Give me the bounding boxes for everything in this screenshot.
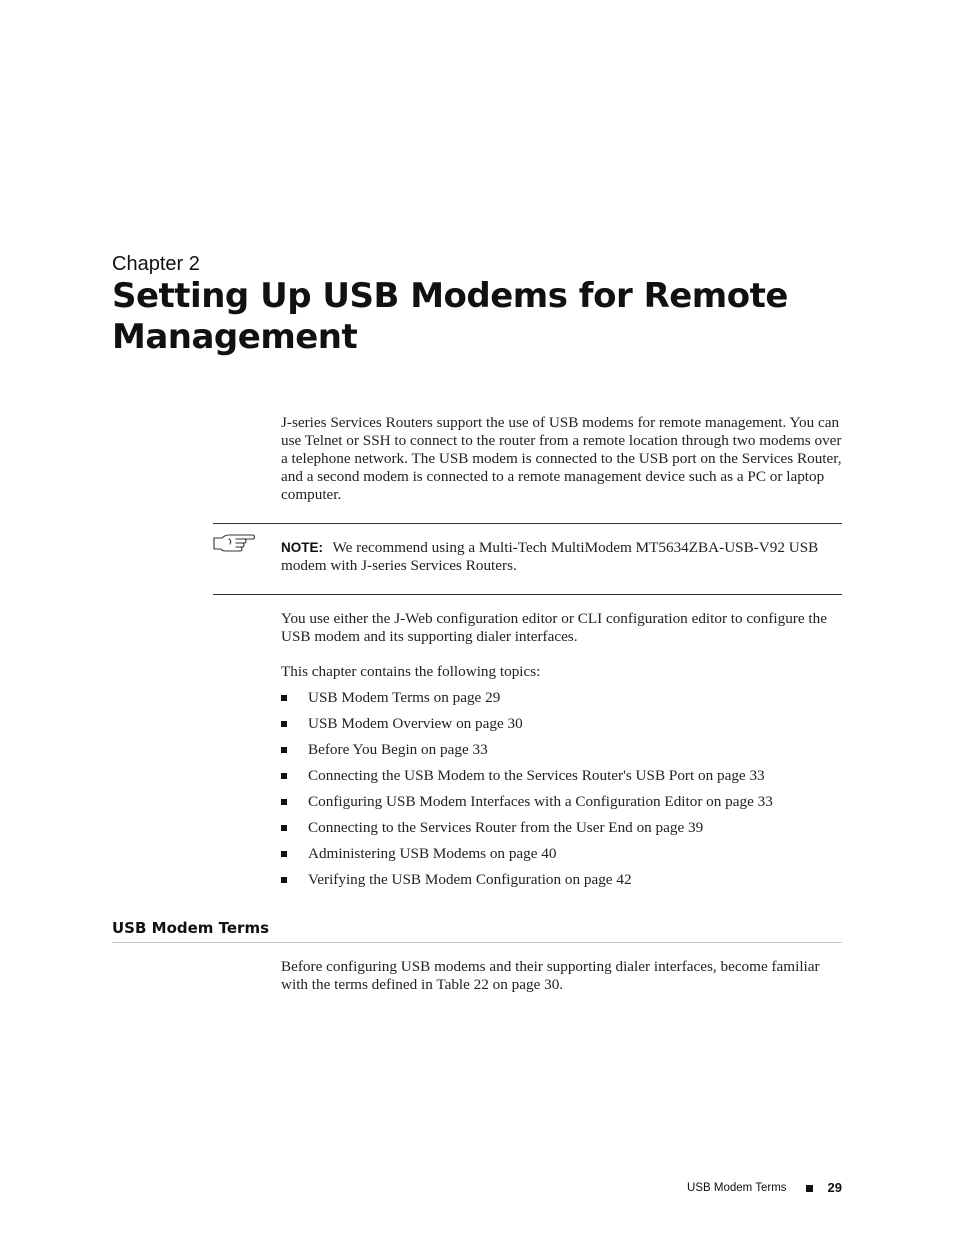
list-item[interactable] (281, 845, 847, 871)
bullet-icon (281, 851, 287, 857)
footer-section-title: USB Modem Terms (687, 1182, 787, 1194)
note-top-rule (213, 523, 842, 524)
topic-link[interactable]: USB Modem Overview on page 30 (308, 715, 523, 732)
topic-link[interactable]: Configuring USB Modem Interfaces with a Configuration Editor on page 33 (308, 793, 773, 810)
topics-intro: This chapter contains the following topics: (281, 663, 541, 680)
list-item[interactable] (281, 793, 847, 819)
bullet-icon (281, 721, 287, 727)
note-text: We recommend using a Multi-Tech MultiModem MT5634ZBA-USB-V92 USB modem with J-series Services Routers. (281, 539, 819, 574)
page-number: 29 (827, 1180, 842, 1195)
topic-link[interactable]: Connecting to the Services Router from the User End on page 39 (308, 819, 704, 836)
topic-link[interactable]: Verifying the USB Modem Configuration on page 42 (308, 871, 632, 888)
topic-link[interactable]: USB Modem Terms on page 29 (308, 689, 501, 706)
bullet-icon (281, 877, 287, 883)
topic-link[interactable]: Connecting the USB Modem to the Services Router's USB Port on page 33 (308, 767, 765, 784)
section-paragraph: Before configuring USB modems and their supporting dialer interfaces, become familiar with the terms defined in Table 22 on page 30. (281, 958, 820, 993)
list-item[interactable] (281, 819, 847, 845)
list-item[interactable] (281, 715, 847, 741)
bullet-icon (281, 695, 287, 701)
list-item[interactable] (281, 871, 847, 897)
page-footer (687, 1180, 842, 1196)
note (281, 539, 847, 575)
note-bottom-rule (213, 594, 842, 595)
list-item[interactable] (281, 689, 847, 715)
section-heading: USB Modem Terms (112, 919, 270, 937)
topic-link[interactable]: Before You Begin on page 33 (308, 741, 488, 758)
list-item[interactable] (281, 741, 847, 767)
pointing-hand-icon (212, 532, 256, 554)
bullet-icon (281, 825, 287, 831)
chapter-label: Chapter 2 (112, 253, 200, 275)
bullet-icon (281, 799, 287, 805)
footer-bullet-icon (806, 1185, 813, 1192)
topic-list (281, 689, 847, 897)
list-item[interactable] (281, 767, 847, 793)
bullet-icon (281, 773, 287, 779)
config-paragraph: You use either the J-Web configuration editor or CLI configuration editor to configure the USB modem and its supporting dialer interfaces. (281, 610, 827, 645)
topic-link[interactable]: Administering USB Modems on page 40 (308, 845, 557, 862)
intro-paragraph: J-series Services Routers support the use of USB modems for remote management. You can use Telnet or SSH to connect to the router from a remote location through two modems over a telephone network. The USB modem is connected to the USB port on the Services Router, and a second modem is connected to a remote management device such as a PC or laptop computer. (281, 414, 842, 503)
chapter-title: Setting Up USB Modems for Remote Management (112, 276, 788, 357)
note-label: NOTE: (281, 540, 323, 555)
bullet-icon (281, 747, 287, 753)
section-rule (112, 942, 842, 943)
